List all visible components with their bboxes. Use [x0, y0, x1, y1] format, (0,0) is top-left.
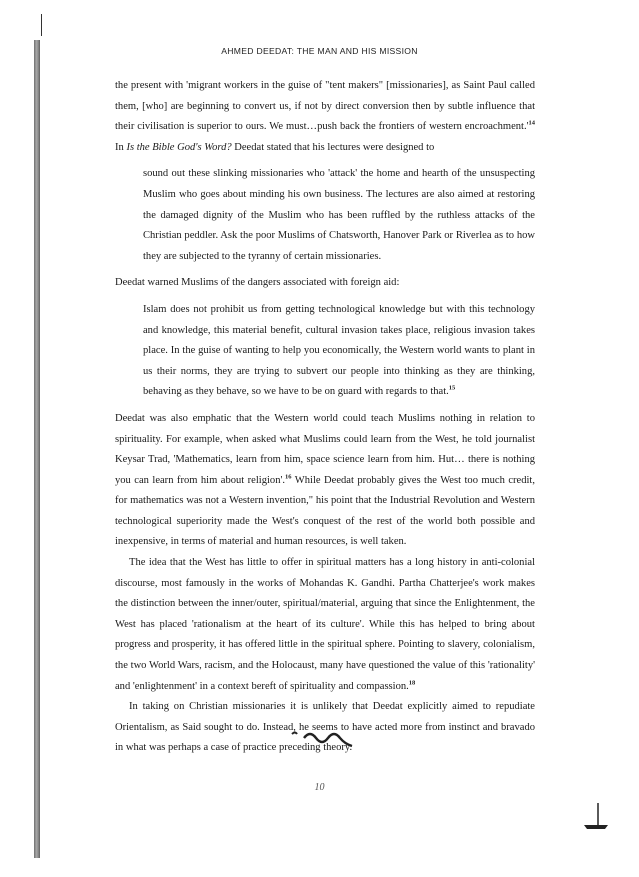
- paragraph-1: [115, 76, 535, 158]
- paragraph-3-text-b: While Deedat probably gives the West too much credit, for mathematics was not a Western invention," his point that the Industrial Revolution and Western technological superiority made the West's conquest of the rest of the world both possible and inexpensive, in terms of material and human resources, is well taken.: [115, 474, 535, 548]
- paragraph-3: [115, 409, 535, 553]
- footnote-ref-14: 14: [528, 119, 535, 127]
- footnote-ref-16: 16: [285, 473, 292, 481]
- paragraph-3-text-a: Deedat was also emphatic that the Western world could teach Muslims nothing in relation to spirituality. For example, when asked what Muslims could learn from the West, he told journalist Keysar Trad, 'Mathematics, learn from him, space science learn from him. Hut… there is nothing you can learn from him about religion'.: [115, 412, 535, 486]
- page-number: 10: [314, 782, 325, 793]
- block-quote-2-text: Islam does not prohibit us from getting technological knowledge but with this technology and knowledge, this material benefit, cultural invasion takes place, religious invasion takes place. In the guise of wanting to help you economically, the Western world wants to plant in us their norms, they are trying to subvert our people into thinking as they are thinking, behaving as they behave, so we have to be on guard with regards to that.: [143, 303, 535, 398]
- block-quote-1: sound out these slinking missionaries who 'attack' the home and hearth of the unsuspecting Muslim who goes about minding his own business. The lectures are also aimed at restoring the damaged dignity of the Muslim who has been ruffled by the ruthless attacks of the Christian peddler. Ask the poor Muslims of Chatsworth, Hanover Park or Riverlea as to how they are subjected to the tyranny of certain missionaries.: [143, 168, 535, 262]
- footnote-ref-15: 15: [448, 384, 456, 392]
- decorative-flourish-icon: [290, 726, 360, 748]
- corner-mark-icon: [580, 803, 610, 831]
- paragraph-5: In taking on Christian missionaries it is unlikely that Deedat explicitly aimed to repudiate Orientalism, as Said sought to do. Instead, he seems to have acted more from instinct and bravado in what was perhaps a case of practice preceding theory.: [115, 701, 535, 754]
- footnote-ref-18: 18: [408, 679, 416, 687]
- paragraph-1-text-c: Deedat stated that his lectures were designed to: [231, 141, 435, 153]
- binding-edge: [34, 40, 40, 858]
- paragraph-4-text: The idea that the West has little to offer in spiritual matters has a long history in anti-colonial discourse, most famously in the works of Mohandas K. Gandhi. Partha Chatterjee's work makes the distinction between the inner/outer, spiritual/material, arguing that since the Enlightenment, the West has placed 'rationalism at the heart of its culture'. While this has helped to bring about progress and prosperity, it has offered little in the spiritual sphere. Pointing to slavery, colonialism, the two World Wars, racism, and the Holocaust, many have questioned the value of this 'rationality' and 'enlightenment' in a context bereft of spirituality and compassion.: [115, 557, 535, 692]
- running-header: AHMED DEEDAT: THE MAN AND HIS MISSION: [221, 46, 418, 56]
- binding-tick: [41, 14, 42, 36]
- paragraph-1-text-a: the present with 'migrant workers in the guise of "tent makers" [missionaries], as Saint Paul called them, [who] are beginning to convert us, if not by direct conversion then by subtle influence that their civilisation is superior to ours. We must…push back the frontiers of western encroachment.': [115, 80, 535, 133]
- book-title: Is the Bible God's Word?: [126, 141, 232, 153]
- paragraph-4: [115, 553, 535, 697]
- paragraph-1-text-b: In: [115, 141, 127, 153]
- block-quote-2: [143, 300, 535, 403]
- paragraph-2: Deedat warned Muslims of the dangers associated with foreign aid:: [115, 277, 400, 289]
- page-body: [115, 76, 535, 759]
